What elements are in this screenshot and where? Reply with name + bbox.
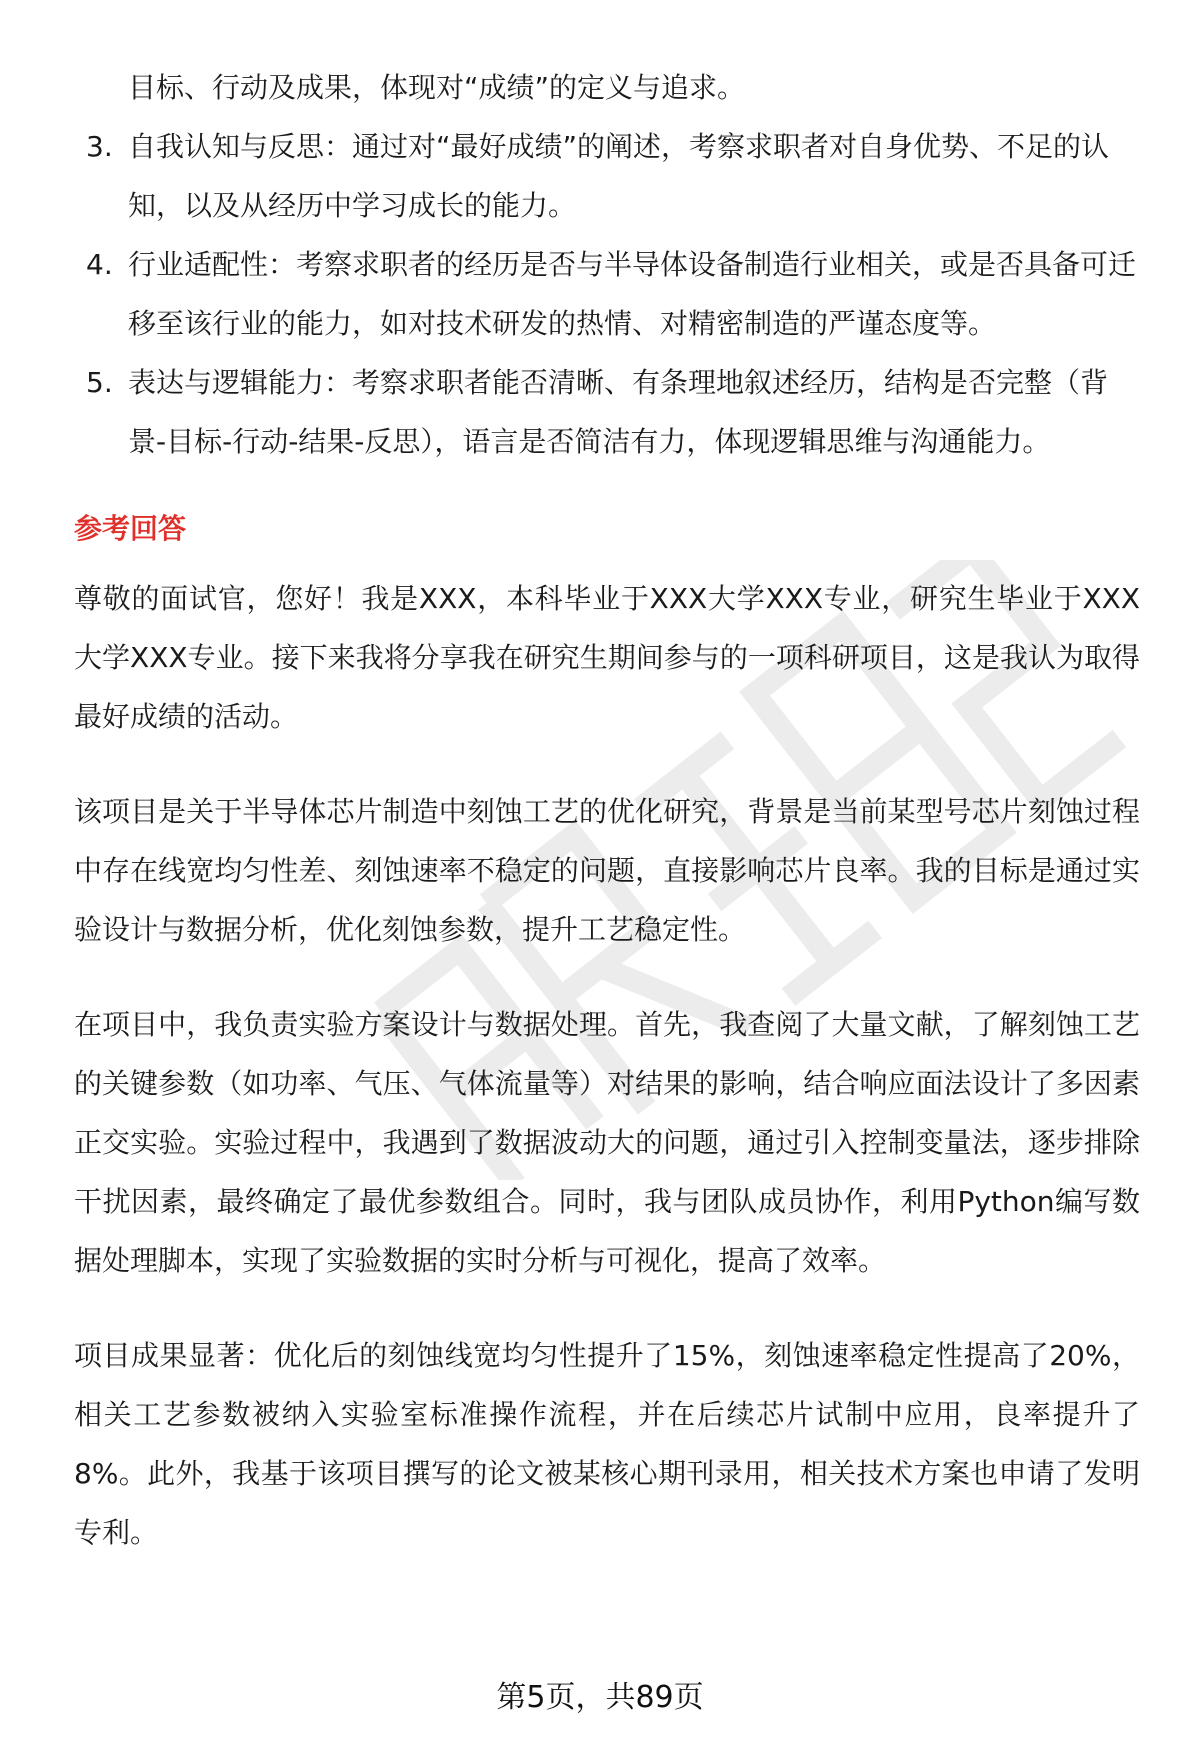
- list-number: 4.: [86, 248, 113, 281]
- content-area: [74, 58, 1140, 1598]
- list-text: 表达与逻辑能力：考察求职者能否清晰、有条理地叙述经历，结构是否完整（背景-目标-行动-结果-反思），语言是否简洁有力，体现逻辑思维与沟通能力。: [128, 366, 1109, 458]
- criteria-continuation: 目标、行动及成果，体现对“成绩”的定义与追求。: [128, 71, 746, 104]
- list-number: 5.: [86, 366, 113, 399]
- answer-paragraph: 该项目是关于半导体芯片制造中刻蚀工艺的优化研究，背景是当前某型号芯片刻蚀过程中存在线宽均匀性差、刻蚀速率不稳定的问题，直接影响芯片良率。我的目标是通过实验设计与数据分析，优化刻蚀参数，提升工艺稳定性。: [74, 795, 1140, 946]
- criteria-item: [74, 235, 1140, 353]
- section-heading: 参考回答: [74, 512, 187, 545]
- criteria-item: [74, 353, 1140, 471]
- page-number: 第5页，共89页: [496, 1680, 704, 1715]
- answer-paragraph: 尊敬的面试官，您好！我是XXX，本科毕业于XXX大学XXX专业，研究生毕业于XXX大学XXX专业。接下来我将分享我在研究生期间参与的一项科研项目，这是我认为取得最好成绩的活动。: [74, 582, 1140, 733]
- list-number: 3.: [86, 130, 113, 163]
- criteria-list: [74, 117, 1140, 471]
- criteria-item: [74, 117, 1140, 235]
- answer-paragraph: 项目成果显著：优化后的刻蚀线宽均匀性提升了15%，刻蚀速率稳定性提高了20%，相关工艺参数被纳入实验室标准操作流程，并在后续芯片试制中应用，良率提升了8%。此外，我基于该项目撰写的论文被某核心期刊录用，相关技术方案也申请了发明专利。: [74, 1339, 1140, 1549]
- list-text: 行业适配性：考察求职者的经历是否与半导体设备制造行业相关，或是否具备可迁移至该行业的能力，如对技术研发的热情、对精密制造的严谨态度等。: [128, 248, 1137, 340]
- answer-paragraph: 在项目中，我负责实验方案设计与数据处理。首先，我查阅了大量文献，了解刻蚀工艺的关键参数（如功率、气压、气体流量等）对结果的影响，结合响应面法设计了多因素正交实验。实验过程中，我遇到了数据波动大的问题，通过引入控制变量法，逐步排除干扰因素，最终确定了最优参数组合。同时，我与团队成员协作，利用Python编写数据处理脚本，实现了实验数据的实时分析与可视化，提高了效率。: [74, 1008, 1140, 1277]
- list-text: 自我认知与反思：通过对“最好成绩”的阐述，考察求职者对自身优势、不足的认知，以及从经历中学习成长的能力。: [128, 130, 1110, 222]
